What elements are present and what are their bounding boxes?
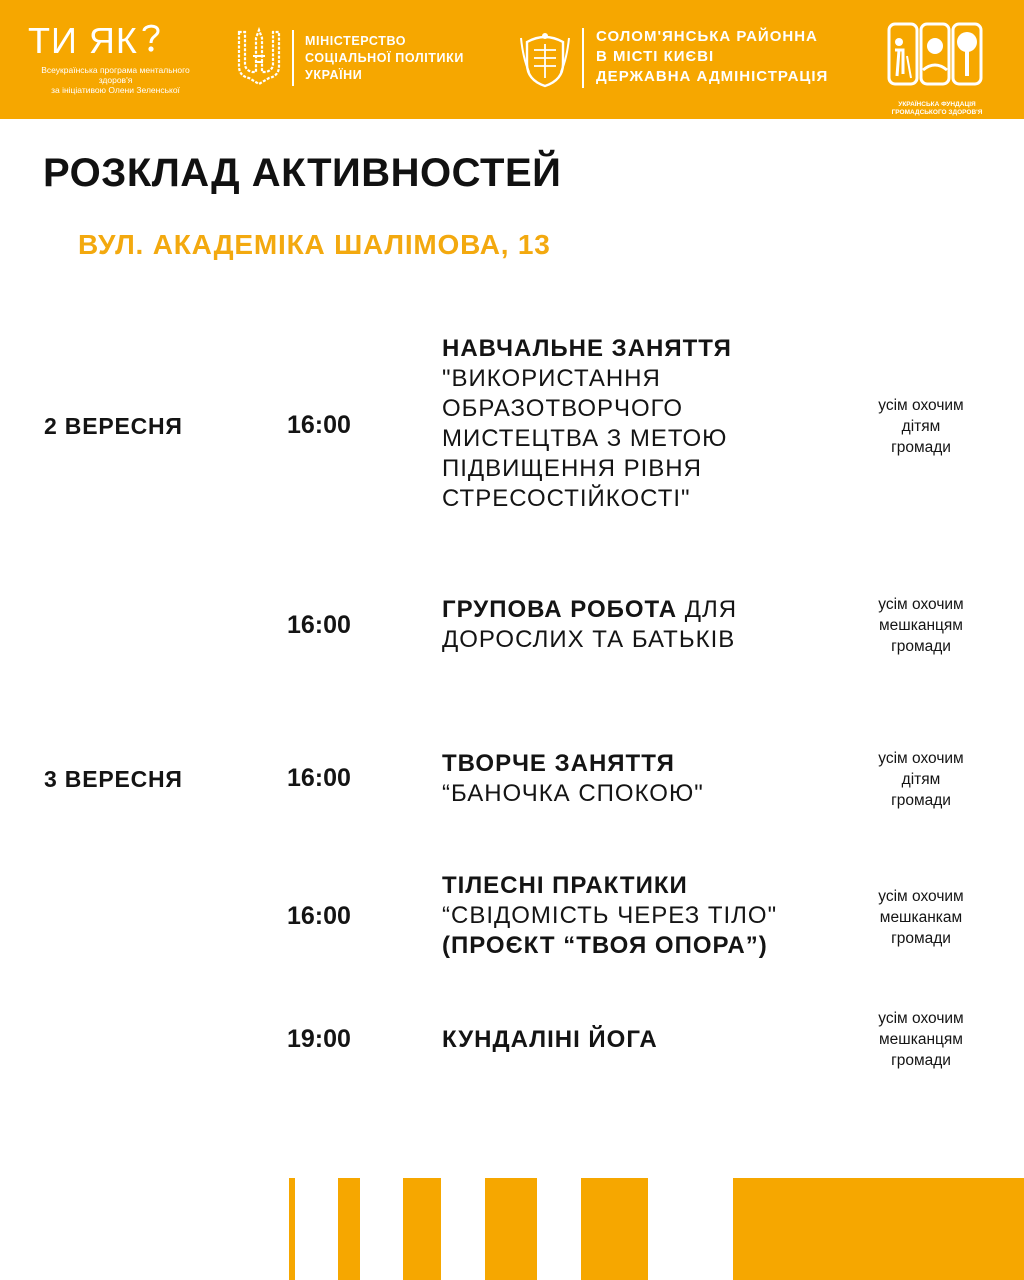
schedule-time: 16:00	[287, 611, 351, 639]
fund-caption: УКРАЇНСЬКА ФУНДАЦІЯ ГРОМАДСЬКОГО ЗДОРОВ'Я	[891, 101, 983, 116]
ministry-name: МІНІСТЕРСТВО СОЦІАЛЬНОЇ ПОЛІТИКИ УКРАЇНИ	[305, 34, 464, 82]
schedule-activity	[442, 1025, 802, 1055]
activity-title: КУНДАЛІНІ ЙОГА	[442, 1026, 658, 1053]
activity-description: “СВІДОМІСТЬ ЧЕРЕЗ ТІЛО"	[442, 902, 778, 929]
schedule-time: 19:00	[287, 1025, 351, 1053]
tiyak-caption: Всеукраїнська програма ментального здоров'я за ініціативою Олени Зеленської	[41, 65, 190, 96]
decorative-stripe	[485, 1178, 537, 1280]
header-divider	[292, 30, 294, 86]
activity-description: "ВИКОРИСТАННЯ ОБРАЗОТВОРЧОГО МИСТЕЦТВА З МЕТОЮ ПІДВИЩЕННЯ РІВНЯ СТРЕСОСТІЙКОСТІ"	[442, 365, 728, 512]
activity-title: НАВЧАЛЬНЕ ЗАНЯТТЯ	[442, 335, 732, 362]
schedule-activity	[442, 871, 802, 961]
district-administration-name: СОЛОМ'ЯНСЬКА РАЙОННА В МІСТІ КИЄВІ ДЕРЖАВНА АДМІНІСТРАЦІЯ	[596, 28, 829, 85]
schedule-activity	[442, 595, 802, 655]
activity-title: ГРУПОВА РОБОТА	[442, 596, 678, 623]
header-bar	[0, 0, 1024, 119]
decorative-stripe	[289, 1178, 295, 1280]
activity-note: (ПРОЄКТ “ТВОЯ ОПОРА”)	[442, 932, 768, 959]
decorative-stripe	[403, 1178, 441, 1280]
schedule-activity	[442, 334, 802, 514]
tiyak-question-icon	[140, 22, 162, 56]
activity-title: ТІЛЕСНІ ПРАКТИКИ	[442, 872, 688, 899]
trident-emblem-icon	[233, 26, 285, 88]
activity-description: “БАНОЧКА СПОКОЮ"	[442, 780, 704, 807]
tiyak-wordmark: ТИ ЯК	[28, 20, 138, 61]
fund-logo-icon	[887, 20, 987, 94]
tiyak-logo	[28, 22, 203, 96]
header-divider	[582, 28, 584, 88]
schedule-audience: усім охочим мешканцям громади	[878, 1010, 964, 1069]
schedule-time: 16:00	[287, 411, 351, 439]
schedule-audience: усім охочим дітям громади	[878, 750, 964, 809]
schedule-date: 2 ВЕРЕСНЯ	[44, 413, 183, 439]
address: ВУЛ. АКАДЕМІКА ШАЛІМОВА, 13	[78, 229, 551, 260]
activity-title: ТВОРЧЕ ЗАНЯТТЯ	[442, 750, 675, 777]
schedule-audience: усім охочим мешканцям громади	[878, 596, 964, 655]
schedule-audience: усім охочим дітям громади	[878, 397, 964, 456]
decorative-stripe	[733, 1178, 1024, 1280]
decorative-stripe	[338, 1178, 360, 1280]
fund-logo	[887, 20, 987, 116]
district-coat-of-arms-icon	[517, 28, 573, 90]
schedule-activity	[442, 749, 802, 809]
page-title: РОЗКЛАД АКТИВНОСТЕЙ	[43, 151, 562, 195]
schedule-audience: усім охочим мешканкам громади	[878, 888, 964, 947]
activity-description: ДЛЯ ДОРОСЛИХ ТА БАТЬКІВ	[442, 596, 738, 653]
schedule-time: 16:00	[287, 764, 351, 792]
decorative-stripe	[581, 1178, 648, 1280]
schedule-date: 3 ВЕРЕСНЯ	[44, 766, 183, 792]
schedule-time: 16:00	[287, 902, 351, 930]
